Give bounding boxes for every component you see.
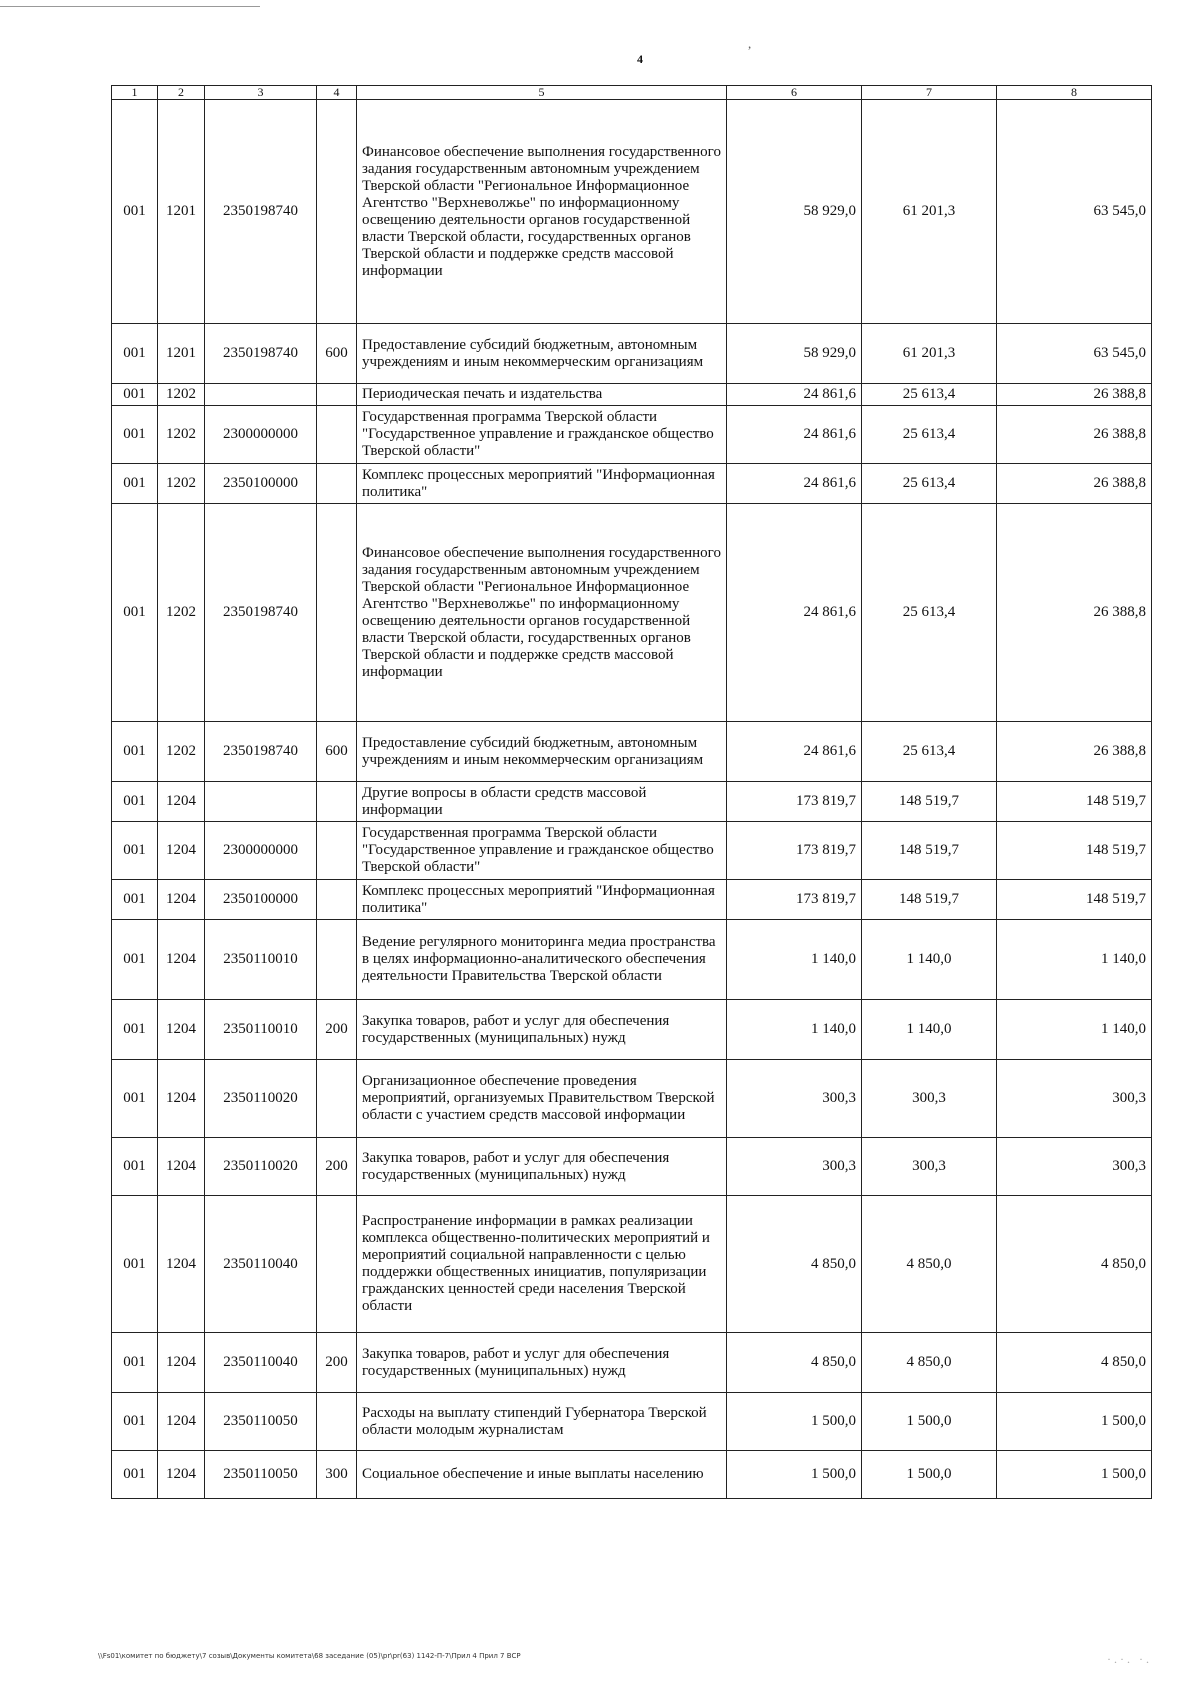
cell-expense-type: 600 <box>317 722 357 782</box>
header-col-2: 2 <box>158 86 205 100</box>
header-col-5: 5 <box>357 86 727 100</box>
table-row <box>112 324 1152 384</box>
cell-amount-year3: 1 140,0 <box>997 920 1152 1000</box>
table-row <box>112 384 1152 406</box>
table-row <box>112 1000 1152 1060</box>
cell-amount-year3: 26 388,8 <box>997 504 1152 722</box>
cell-target-code: 2350110050 <box>205 1451 317 1499</box>
cell-amount-year2: 25 613,4 <box>862 722 997 782</box>
cell-amount-year3: 26 388,8 <box>997 384 1152 406</box>
cell-amount-year1: 24 861,6 <box>727 504 862 722</box>
cell-admin-code: 001 <box>112 1333 158 1393</box>
cell-amount-year1: 173 819,7 <box>727 822 862 880</box>
cell-amount-year2: 1 140,0 <box>862 920 997 1000</box>
cell-amount-year3: 4 850,0 <box>997 1196 1152 1333</box>
cell-admin-code: 001 <box>112 880 158 920</box>
cell-expense-type <box>317 1196 357 1333</box>
table-row <box>112 920 1152 1000</box>
cell-section-code: 1204 <box>158 1060 205 1138</box>
cell-amount-year2: 25 613,4 <box>862 406 997 464</box>
cell-description: Организационное обеспечение проведения мероприятий, организуемых Правительством Тверской области с участием средств массовой информации <box>357 1060 727 1138</box>
cell-section-code: 1201 <box>158 324 205 384</box>
cell-section-code: 1202 <box>158 504 205 722</box>
cell-target-code: 2350110010 <box>205 920 317 1000</box>
cell-amount-year3: 4 850,0 <box>997 1333 1152 1393</box>
cell-amount-year1: 4 850,0 <box>727 1196 862 1333</box>
cell-section-code: 1204 <box>158 920 205 1000</box>
cell-description: Финансовое обеспечение выполнения государственного задания государственным автономным учреждением Тверской области "Региональное Информационное Агентство "Верхневолжье" по информационному освещению деятельности органов государственной власти Тверской области, государственных органов Тверской области и поддержке средств массовой информации <box>357 504 727 722</box>
table-body <box>112 100 1152 1499</box>
cell-description: Комплекс процессных мероприятий "Информационная политика" <box>357 464 727 504</box>
cell-admin-code: 001 <box>112 920 158 1000</box>
table-row <box>112 504 1152 722</box>
cell-admin-code: 001 <box>112 1393 158 1451</box>
cell-expense-type <box>317 384 357 406</box>
cell-description: Закупка товаров, работ и услуг для обеспечения государственных (муниципальных) нужд <box>357 1000 727 1060</box>
cell-description: Другие вопросы в области средств массовой информации <box>357 782 727 822</box>
cell-target-code: 2300000000 <box>205 822 317 880</box>
cell-amount-year3: 26 388,8 <box>997 464 1152 504</box>
cell-amount-year3: 148 519,7 <box>997 822 1152 880</box>
cell-target-code: 2350198740 <box>205 100 317 324</box>
cell-target-code: 2350198740 <box>205 504 317 722</box>
cell-amount-year3: 300,3 <box>997 1138 1152 1196</box>
cell-amount-year2: 1 140,0 <box>862 1000 997 1060</box>
cell-expense-type: 600 <box>317 324 357 384</box>
cell-description: Социальное обеспечение и иные выплаты населению <box>357 1451 727 1499</box>
cell-amount-year1: 24 861,6 <box>727 406 862 464</box>
cell-target-code: 2350110020 <box>205 1060 317 1138</box>
cell-description: Предоставление субсидий бюджетным, автономным учреждениям и иным некоммерческим организациям <box>357 722 727 782</box>
cell-description: Периодическая печать и издательства <box>357 384 727 406</box>
cell-amount-year2: 300,3 <box>862 1138 997 1196</box>
cell-amount-year2: 1 500,0 <box>862 1451 997 1499</box>
page-number: 4 <box>637 52 643 66</box>
cell-amount-year1: 58 929,0 <box>727 324 862 384</box>
table-row <box>112 880 1152 920</box>
cell-expense-type <box>317 1393 357 1451</box>
cell-expense-type <box>317 406 357 464</box>
table-row <box>112 782 1152 822</box>
cell-amount-year3: 63 545,0 <box>997 324 1152 384</box>
header-col-8: 8 <box>997 86 1152 100</box>
header-col-3: 3 <box>205 86 317 100</box>
cell-target-code: 2350198740 <box>205 722 317 782</box>
cell-admin-code: 001 <box>112 504 158 722</box>
cell-amount-year3: 26 388,8 <box>997 722 1152 782</box>
cell-amount-year2: 148 519,7 <box>862 782 997 822</box>
cell-expense-type: 200 <box>317 1000 357 1060</box>
cell-target-code: 2350100000 <box>205 464 317 504</box>
cell-amount-year2: 300,3 <box>862 1060 997 1138</box>
cell-amount-year3: 26 388,8 <box>997 406 1152 464</box>
cell-admin-code: 001 <box>112 406 158 464</box>
cell-amount-year1: 24 861,6 <box>727 384 862 406</box>
cell-expense-type <box>317 464 357 504</box>
cell-amount-year1: 173 819,7 <box>727 880 862 920</box>
cell-expense-type: 300 <box>317 1451 357 1499</box>
cell-section-code: 1204 <box>158 1333 205 1393</box>
cell-amount-year2: 25 613,4 <box>862 504 997 722</box>
cell-expense-type <box>317 504 357 722</box>
cell-target-code: 2300000000 <box>205 406 317 464</box>
cell-target-code: 2350198740 <box>205 324 317 384</box>
cell-section-code: 1202 <box>158 722 205 782</box>
table-row <box>112 464 1152 504</box>
cell-target-code: 2350110020 <box>205 1138 317 1196</box>
cell-section-code: 1202 <box>158 464 205 504</box>
cell-amount-year1: 300,3 <box>727 1138 862 1196</box>
cell-amount-year3: 148 519,7 <box>997 880 1152 920</box>
cell-target-code: 2350110010 <box>205 1000 317 1060</box>
header-col-4: 4 <box>317 86 357 100</box>
cell-target-code: 2350110050 <box>205 1393 317 1451</box>
cell-target-code: 2350110040 <box>205 1196 317 1333</box>
cell-section-code: 1204 <box>158 1000 205 1060</box>
cell-expense-type <box>317 822 357 880</box>
cell-amount-year1: 300,3 <box>727 1060 862 1138</box>
cell-amount-year2: 4 850,0 <box>862 1196 997 1333</box>
cell-description: Закупка товаров, работ и услуг для обеспечения государственных (муниципальных) нужд <box>357 1138 727 1196</box>
cell-expense-type: 200 <box>317 1138 357 1196</box>
table-row <box>112 722 1152 782</box>
cell-section-code: 1202 <box>158 406 205 464</box>
cell-amount-year3: 63 545,0 <box>997 100 1152 324</box>
cell-expense-type <box>317 920 357 1000</box>
table-row <box>112 406 1152 464</box>
cell-description: Финансовое обеспечение выполнения государственного задания государственным автономным учреждением Тверской области "Региональное Информационное Агентство "Верхневолжье" по информационному освещению деятельности органов государственной власти Тверской области, государственных органов Тверской области и поддержке средств массовой информации <box>357 100 727 324</box>
cell-amount-year1: 4 850,0 <box>727 1333 862 1393</box>
cell-description: Государственная программа Тверской области "Государственное управление и гражданское общество Тверской области" <box>357 822 727 880</box>
cell-admin-code: 001 <box>112 782 158 822</box>
table-row <box>112 1196 1152 1333</box>
cell-description: Государственная программа Тверской области "Государственное управление и гражданское общество Тверской области" <box>357 406 727 464</box>
cell-description: Расходы на выплату стипендий Губернатора Тверской области молодым журналистам <box>357 1393 727 1451</box>
cell-expense-type <box>317 782 357 822</box>
footer-file-path: \\Fs01\комитет по бюджету\7 созыв\Документы комитета\68 заседание (05)\pr\pr(63) 1142-П-7\Прил 4 Прил 7 ВСР <box>98 1652 521 1660</box>
cell-section-code: 1204 <box>158 1393 205 1451</box>
cell-description: Закупка товаров, работ и услуг для обеспечения государственных (муниципальных) нужд <box>357 1333 727 1393</box>
cell-amount-year2: 1 500,0 <box>862 1393 997 1451</box>
table-row <box>112 100 1152 324</box>
cell-amount-year3: 1 140,0 <box>997 1000 1152 1060</box>
cell-amount-year2: 25 613,4 <box>862 464 997 504</box>
scan-artifact: , <box>748 36 752 51</box>
cell-admin-code: 001 <box>112 384 158 406</box>
cell-target-code <box>205 782 317 822</box>
table-row <box>112 822 1152 880</box>
cell-admin-code: 001 <box>112 1138 158 1196</box>
cell-description: Распространение информации в рамках реализации комплекса общественно-политических мероприятий и мероприятий социальной направленности с целью поддержки общественных инициатив, популяризации гражданских ценностей среди населения Тверской области <box>357 1196 727 1333</box>
header-col-7: 7 <box>862 86 997 100</box>
table-row <box>112 1333 1152 1393</box>
cell-amount-year3: 148 519,7 <box>997 782 1152 822</box>
cell-target-code <box>205 384 317 406</box>
cell-section-code: 1204 <box>158 880 205 920</box>
scan-artifact-corner: ·.·. ·. <box>1107 1652 1152 1666</box>
cell-section-code: 1204 <box>158 1196 205 1333</box>
cell-amount-year3: 1 500,0 <box>997 1393 1152 1451</box>
cell-section-code: 1201 <box>158 100 205 324</box>
table-row <box>112 1451 1152 1499</box>
table-header-row <box>112 86 1152 100</box>
cell-amount-year2: 148 519,7 <box>862 822 997 880</box>
cell-amount-year1: 1 500,0 <box>727 1393 862 1451</box>
cell-amount-year1: 24 861,6 <box>727 722 862 782</box>
budget-table <box>111 85 1152 1499</box>
cell-admin-code: 001 <box>112 324 158 384</box>
table-row <box>112 1393 1152 1451</box>
cell-amount-year2: 25 613,4 <box>862 384 997 406</box>
cell-amount-year1: 173 819,7 <box>727 782 862 822</box>
cell-section-code: 1204 <box>158 1451 205 1499</box>
table-row <box>112 1060 1152 1138</box>
cell-amount-year1: 1 140,0 <box>727 1000 862 1060</box>
cell-admin-code: 001 <box>112 822 158 880</box>
header-col-1: 1 <box>112 86 158 100</box>
cell-amount-year3: 300,3 <box>997 1060 1152 1138</box>
cell-section-code: 1204 <box>158 1138 205 1196</box>
cell-amount-year1: 1 140,0 <box>727 920 862 1000</box>
cell-description: Предоставление субсидий бюджетным, автономным учреждениям и иным некоммерческим организациям <box>357 324 727 384</box>
cell-expense-type <box>317 880 357 920</box>
scan-edge-line <box>0 6 260 7</box>
cell-amount-year1: 58 929,0 <box>727 100 862 324</box>
table-row <box>112 1138 1152 1196</box>
cell-amount-year2: 61 201,3 <box>862 324 997 384</box>
cell-admin-code: 001 <box>112 1196 158 1333</box>
cell-section-code: 1204 <box>158 822 205 880</box>
header-col-6: 6 <box>727 86 862 100</box>
cell-section-code: 1202 <box>158 384 205 406</box>
cell-description: Комплекс процессных мероприятий "Информационная политика" <box>357 880 727 920</box>
cell-expense-type <box>317 100 357 324</box>
cell-amount-year1: 24 861,6 <box>727 464 862 504</box>
cell-amount-year2: 148 519,7 <box>862 880 997 920</box>
cell-admin-code: 001 <box>112 1000 158 1060</box>
cell-admin-code: 001 <box>112 722 158 782</box>
cell-target-code: 2350100000 <box>205 880 317 920</box>
cell-admin-code: 001 <box>112 100 158 324</box>
cell-amount-year1: 1 500,0 <box>727 1451 862 1499</box>
cell-admin-code: 001 <box>112 1451 158 1499</box>
cell-expense-type: 200 <box>317 1333 357 1393</box>
cell-admin-code: 001 <box>112 464 158 504</box>
cell-admin-code: 001 <box>112 1060 158 1138</box>
cell-section-code: 1204 <box>158 782 205 822</box>
cell-description: Ведение регулярного мониторинга медиа пространства в целях информационно-аналитического обеспечения деятельности Правительства Тверской области <box>357 920 727 1000</box>
cell-amount-year3: 1 500,0 <box>997 1451 1152 1499</box>
cell-target-code: 2350110040 <box>205 1333 317 1393</box>
cell-expense-type <box>317 1060 357 1138</box>
cell-amount-year2: 61 201,3 <box>862 100 997 324</box>
cell-amount-year2: 4 850,0 <box>862 1333 997 1393</box>
